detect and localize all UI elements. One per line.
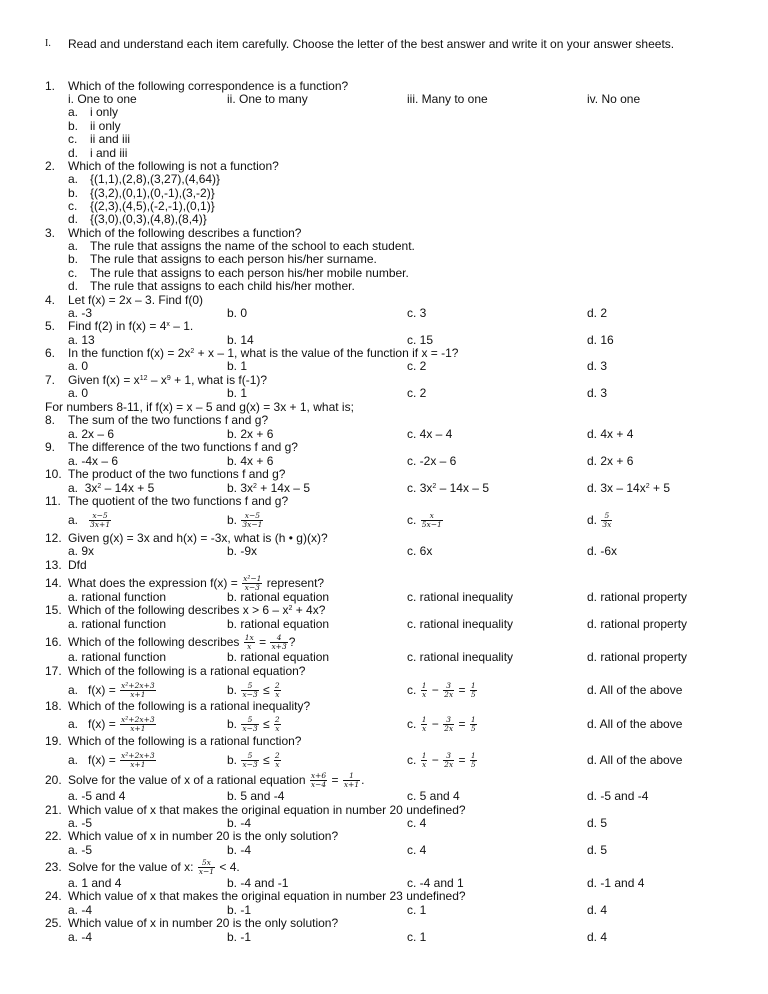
choice-b: b. 2x + 6	[227, 427, 274, 441]
question-text: Solve for the value of x of a rational equation $\frac{x+6}{x-4}$ = $\frac{1}{x+1}$ .	[68, 771, 365, 790]
choice-d: d. 16	[587, 333, 614, 347]
question-text: Find f(2) in $f(x) = 4^x - 1$.	[68, 319, 194, 333]
choice-c: c. $\frac{1}{x}$ − $\frac{3}{2x}$ = $\frac{1}{5}$	[407, 681, 476, 700]
choice-d: d. $3x - 14x^2 + 5$	[587, 481, 670, 495]
option-value: i only	[90, 105, 119, 119]
option-letter: c.	[68, 199, 78, 213]
option-value: The rule that assigns to each person his/her surname.	[90, 252, 377, 266]
choice-a: a. rational function	[68, 650, 167, 664]
choice-c: c. rational inequality	[407, 617, 514, 631]
choice-b: b. $3x^2 + 14x - 5$	[227, 481, 310, 495]
choice-b: b. 1	[227, 386, 248, 400]
choice-d: d. -1 and 4	[587, 876, 645, 890]
question-number: 23.	[45, 860, 62, 874]
question-number: 3.	[45, 226, 56, 240]
choice-d: d. 5	[587, 816, 608, 830]
question-number: 22.	[45, 829, 62, 843]
choice-b: b. -4 and -1	[227, 876, 289, 890]
choice-a: a. 9x	[68, 544, 95, 558]
choice-d: d. 3	[587, 359, 608, 373]
question-number: 2.	[45, 159, 56, 173]
question-text: Given $f(x) = x^{12} - x^9 + 1$, what is f(-1)?	[68, 373, 268, 387]
choice-a: a. 13	[68, 333, 95, 347]
choice-c: c. $\frac{1}{x}$ − $\frac{3}{2x}$ = $\frac{1}{5}$	[407, 751, 476, 770]
choice-a: a. -4	[68, 903, 93, 917]
question-text: Which of the following is not a function?	[68, 159, 279, 173]
choice-a: a. -5	[68, 843, 93, 857]
roman-option: ii. One to many	[227, 92, 308, 106]
option-letter: b.	[68, 186, 79, 200]
question-number: 19.	[45, 734, 62, 748]
choice-c: c. $3x^2 - 14x - 5$	[407, 481, 489, 495]
choice-a: a. 0	[68, 359, 89, 373]
choice-d: d. All of the above	[587, 717, 683, 731]
choice-a: a. $\frac{x-5}{3x+1}$	[68, 511, 111, 530]
question-number: 20.	[45, 773, 62, 787]
question-text: Given g(x) = 3x and h(x) = -3x, what is (h • g)(x)?	[68, 531, 328, 545]
choice-a: a. 2x – 6	[68, 427, 115, 441]
choice-d: d. 2x + 6	[587, 454, 634, 468]
choice-c: c. 2	[407, 359, 427, 373]
question-text: Solve for the value of x: $\frac{5x}{x-1}$ < 4.	[68, 858, 240, 877]
option-value: ii and iii	[90, 132, 131, 146]
option-value: The rule that assigns the name of the school to each student.	[90, 239, 415, 253]
choice-c: c. 2	[407, 386, 427, 400]
choice-d: d. rational property	[587, 590, 688, 604]
choice-d: d. 4x + 4	[587, 427, 634, 441]
choice-b: b. -1	[227, 930, 252, 944]
choice-b: b. -1	[227, 903, 252, 917]
choice-b: b. rational equation	[227, 617, 330, 631]
question-number: 17.	[45, 664, 62, 678]
question-number: 7.	[45, 373, 56, 387]
question-number: 5.	[45, 319, 56, 333]
question-number: 6.	[45, 346, 56, 360]
question-text: Which of the following correspondence is a function?	[68, 79, 349, 93]
choice-a: a. -5 and 4	[68, 789, 126, 803]
choice-c: c. 3	[407, 306, 427, 320]
option-letter: a.	[68, 172, 79, 186]
choice-c: c. 6x	[407, 544, 433, 558]
option-letter: c.	[68, 266, 78, 280]
note-text: For numbers 8-11, if f(x) = x – 5 and g(x) = 3x + 1, what is;	[45, 400, 354, 414]
option-value: {(3,0),(0,3),(4,8),(8,4)}	[90, 212, 207, 226]
question-number: 25.	[45, 916, 62, 930]
choice-c: c. 1	[407, 903, 427, 917]
question-text: The sum of the two functions f and g?	[68, 413, 269, 427]
question-text: Which value of x in number 20 is the only solution?	[68, 829, 339, 843]
question-number: 11.	[45, 494, 61, 508]
question-text: Which of the following describes $x > 6 - x^2 + 4x$?	[68, 603, 326, 617]
instructions-text: Read and understand each item carefully. Choose the letter of the best answer and write it on your answer sheets.	[68, 37, 675, 51]
question-text: Which value of x in number 20 is the only solution?	[68, 916, 339, 930]
option-letter: d.	[68, 279, 79, 293]
choice-d: d. -6x	[587, 544, 618, 558]
choice-a: a. -3	[68, 306, 93, 320]
choice-c: c. rational inequality	[407, 590, 514, 604]
choice-c: c. 4x – 4	[407, 427, 453, 441]
option-value: ii only	[90, 119, 121, 133]
choice-b: b. rational equation	[227, 590, 330, 604]
choice-a: a. f(x) = $\frac{\text{x²+2x+3}}{x+1}$	[68, 751, 155, 770]
choice-b: b. -4	[227, 816, 252, 830]
choice-a: a. -4	[68, 930, 93, 944]
choice-b: b. $\frac{x-5}{3x-1}$	[227, 511, 263, 530]
choice-a: a. $3x^2 - 14x + 5$	[68, 481, 155, 495]
choice-a: a. -4x – 6	[68, 454, 119, 468]
option-letter: b.	[68, 252, 79, 266]
option-letter: a.	[68, 105, 79, 119]
question-number: 1.	[45, 79, 56, 93]
option-value: {(3,2),(0,1),(0,-1),(3,-2)}	[90, 186, 215, 200]
question-text: What does the expression f(x) = $\frac{\text{x²−1}}{x-3}$ represent?	[68, 574, 325, 593]
choice-c: c. $\frac{1}{x}$ − $\frac{3}{2x}$ = $\frac{1}{5}$	[407, 715, 476, 734]
choice-a: a. 0	[68, 386, 89, 400]
question-number: 15.	[45, 603, 62, 617]
choice-b: b. 0	[227, 306, 248, 320]
question-text: Which of the following describes a function?	[68, 226, 302, 240]
option-value: The rule that assigns to each person his/her mobile number.	[90, 266, 409, 280]
choice-c: c. $\frac{x}{5x-1}$	[407, 511, 442, 530]
choice-a: a. -5	[68, 816, 93, 830]
question-text: Which of the following is a rational function?	[68, 734, 302, 748]
choice-b: b. 1	[227, 359, 248, 373]
choice-c: c. 5 and 4	[407, 789, 460, 803]
roman-option: iii. Many to one	[407, 92, 488, 106]
choice-b: b. -9x	[227, 544, 258, 558]
question-text: The difference of the two functions f and g?	[68, 440, 298, 454]
choice-d: d. rational property	[587, 650, 688, 664]
choice-c: c. 4	[407, 816, 427, 830]
choice-b: b. rational equation	[227, 650, 330, 664]
choice-b: b. -4	[227, 843, 252, 857]
question-text: The product of the two functions f and g?	[68, 467, 286, 481]
question-number: 16.	[45, 635, 62, 649]
choice-c: c. rational inequality	[407, 650, 514, 664]
choice-d: d. All of the above	[587, 753, 683, 767]
question-text: The quotient of the two functions f and g?	[68, 494, 289, 508]
choice-b: b. $\frac{5}{x-3}$ ≤ $\frac{2}{x}$	[227, 681, 280, 700]
choice-c: c. -2x – 6	[407, 454, 457, 468]
option-letter: a.	[68, 239, 79, 253]
question-number: 13.	[45, 558, 62, 572]
option-value: i and iii	[90, 146, 128, 160]
choice-a: a. f(x) = $\frac{\text{x²+2x+3}}{x+1}$	[68, 715, 155, 734]
choice-c: c. -4 and 1	[407, 876, 464, 890]
choice-d: d. rational property	[587, 617, 688, 631]
choice-d: d. $\frac{5}{3x}$	[587, 511, 612, 530]
choice-b: b. 4x + 6	[227, 454, 274, 468]
choice-a: a. f(x) = $\frac{\text{x²+2x+3}}{x+1}$	[68, 681, 155, 700]
choice-a: a. rational function	[68, 617, 167, 631]
section-number: I.	[45, 38, 51, 49]
question-number: 10.	[45, 467, 62, 481]
question-number: 21.	[45, 803, 62, 817]
question-text: Which value of x that makes the original equation in number 20 undefined?	[68, 803, 466, 817]
choice-d: d. -5 and -4	[587, 789, 649, 803]
question-number: 8.	[45, 413, 56, 427]
question-text: Dfd	[68, 558, 87, 572]
choice-d: d. All of the above	[587, 683, 683, 697]
option-letter: d.	[68, 146, 79, 160]
choice-b: b. $\frac{5}{x-3}$ ≤ $\frac{2}{x}$	[227, 751, 280, 770]
question-text: Which value of x that makes the original equation in number 23 undefined?	[68, 889, 466, 903]
question-number: 24.	[45, 889, 62, 903]
choice-b: b. 5 and -4	[227, 789, 285, 803]
question-number: 18.	[45, 699, 62, 713]
choice-c: c. 15	[407, 333, 434, 347]
roman-option: iv. No one	[587, 92, 641, 106]
question-text: Which of the following describes $\frac{1x}{x}$ = $\frac{4}{x+3}$ ?	[68, 633, 296, 652]
option-value: The rule that assigns to each child his/her mother.	[90, 279, 355, 293]
choice-d: d. 2	[587, 306, 608, 320]
question-text: Let f(x) = 2x – 3. Find f(0)	[68, 293, 204, 307]
choice-d: d. 4	[587, 930, 608, 944]
roman-option: i. One to one	[68, 92, 137, 106]
question-number: 9.	[45, 440, 56, 454]
question-number: 14.	[45, 576, 62, 590]
choice-d: d. 3	[587, 386, 608, 400]
option-value: {(2,3),(4,5),(-2,-1),(0,1)}	[90, 199, 215, 213]
choice-a: a. rational function	[68, 590, 167, 604]
choice-b: b. $\frac{5}{x-3}$ ≤ $\frac{2}{x}$	[227, 715, 280, 734]
choice-c: c. 4	[407, 843, 427, 857]
choice-b: b. 14	[227, 333, 254, 347]
question-text: Which of the following is a rational inequality?	[68, 699, 311, 713]
question-text: Which of the following is a rational equation?	[68, 664, 306, 678]
choice-c: c. 1	[407, 930, 427, 944]
choice-d: d. 4	[587, 903, 608, 917]
option-value: {(1,1),(2,8),(3,27),(4,64)}	[90, 172, 221, 186]
choice-a: a. 1 and 4	[68, 876, 122, 890]
option-letter: c.	[68, 132, 78, 146]
question-text: In the function $f(x) = 2x^2 + x - 1$, what is the value of the function if x = -1?	[68, 346, 459, 360]
option-letter: d.	[68, 212, 79, 226]
choice-d: d. 5	[587, 843, 608, 857]
question-number: 4.	[45, 293, 56, 307]
option-letter: b.	[68, 119, 79, 133]
question-number: 12.	[45, 531, 62, 545]
